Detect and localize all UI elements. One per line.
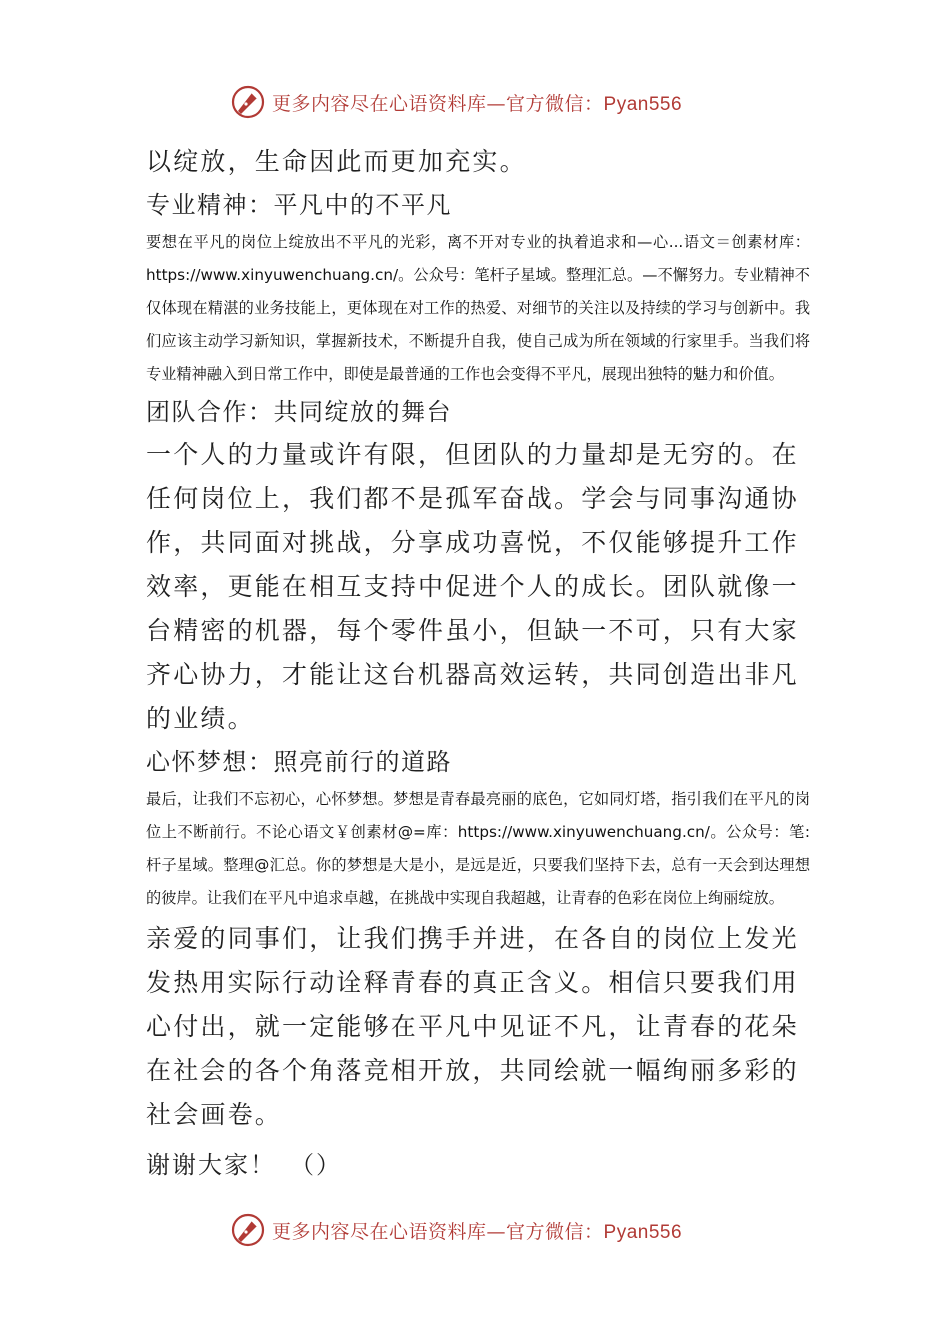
section-paragraph-professionalism: 要想在平凡的岗位上绽放出不平凡的光彩，离不开对专业的执着追求和—心...语文＝创素材库：https://www.xinyuwenchuang.cn/。公众号：笔杆子星域。整理汇总。—不懈努力。专业精神不仅体现在精湛的业务技能上，更体现在对工作的热爱、对细节的关注以及持续的学习与创新中。我们应该主动学习新知识，掌握新技术，不断提升自我，使自己成为所在领域的行家里手。当我们将专业精神融入到日常工作中，即使是最普通的工作也会变得不平凡，展现出独特的魅力和价值。 <box>146 233 810 383</box>
closing-paragraph: 亲爱的同事们，让我们携手并进，在各自的岗位上发光发热用实际行动诠释青春的真正含义。相信只要我们用心付出，就一定能够在平凡中见证不凡，让青春的花朵在社会的各个角落竞相开放，共同绘就一幅绚丽多彩的社会画卷。 <box>146 924 799 1129</box>
document-body <box>146 140 810 1185</box>
section-paragraph-teamwork: 一个人的力量或许有限，但团队的力量却是无穷的。在任何岗位上，我们都不是孤军奋战。学会与同事沟通协作，共同面对挑战，分享成功喜悦，不仅能够提升工作效率，更能在相互支持中促进个人的成长。团队就像一台精密的机器，每个零件虽小，但缺一不可，只有大家齐心协力，才能让这台机器高效运转，共同创造出非凡的业绩。 <box>146 440 799 733</box>
header-wechat-id: Pyan556 <box>603 93 683 115</box>
section-heading-dreams: 心怀梦想：照亮前行的道路 <box>146 748 452 776</box>
footer-banner-label: 更多内容尽在心语资料库—官方微信：Pyan556 <box>272 1220 683 1243</box>
header-banner <box>230 82 750 122</box>
section-heading-professionalism: 专业精神：平凡中的不平凡 <box>146 191 452 219</box>
pen-nib-logo-icon <box>230 84 266 120</box>
intro-continuation: 以绽放，生命因此而更加充实。 <box>146 147 527 176</box>
pen-nib-logo-icon <box>230 1212 266 1248</box>
footer-banner <box>230 1210 750 1250</box>
thanks-line: 谢谢大家！ （） <box>146 1151 342 1179</box>
header-banner-label: 更多内容尽在心语资料库—官方微信：Pyan556 <box>272 92 683 115</box>
footer-wechat-id: Pyan556 <box>603 1221 683 1243</box>
section-heading-teamwork: 团队合作：共同绽放的舞台 <box>146 398 452 426</box>
section-paragraph-dreams: 最后，让我们不忘初心，心怀梦想。梦想是青春最亮丽的底色，它如同灯塔，指引我们在平凡的岗位上不断前行。不论心语文￥创素材@=库：https://www.xinyuwenchuang.cn/。公众号：笔:杆子星域。整理@汇总。你的梦想是大是小，是远是近，只要我们坚持下去，总有一天会到达理想的彼岸。让我们在平凡中追求卓越，在挑战中实现自我超越，让青春的色彩在岗位上绚丽绽放。 <box>146 790 810 907</box>
